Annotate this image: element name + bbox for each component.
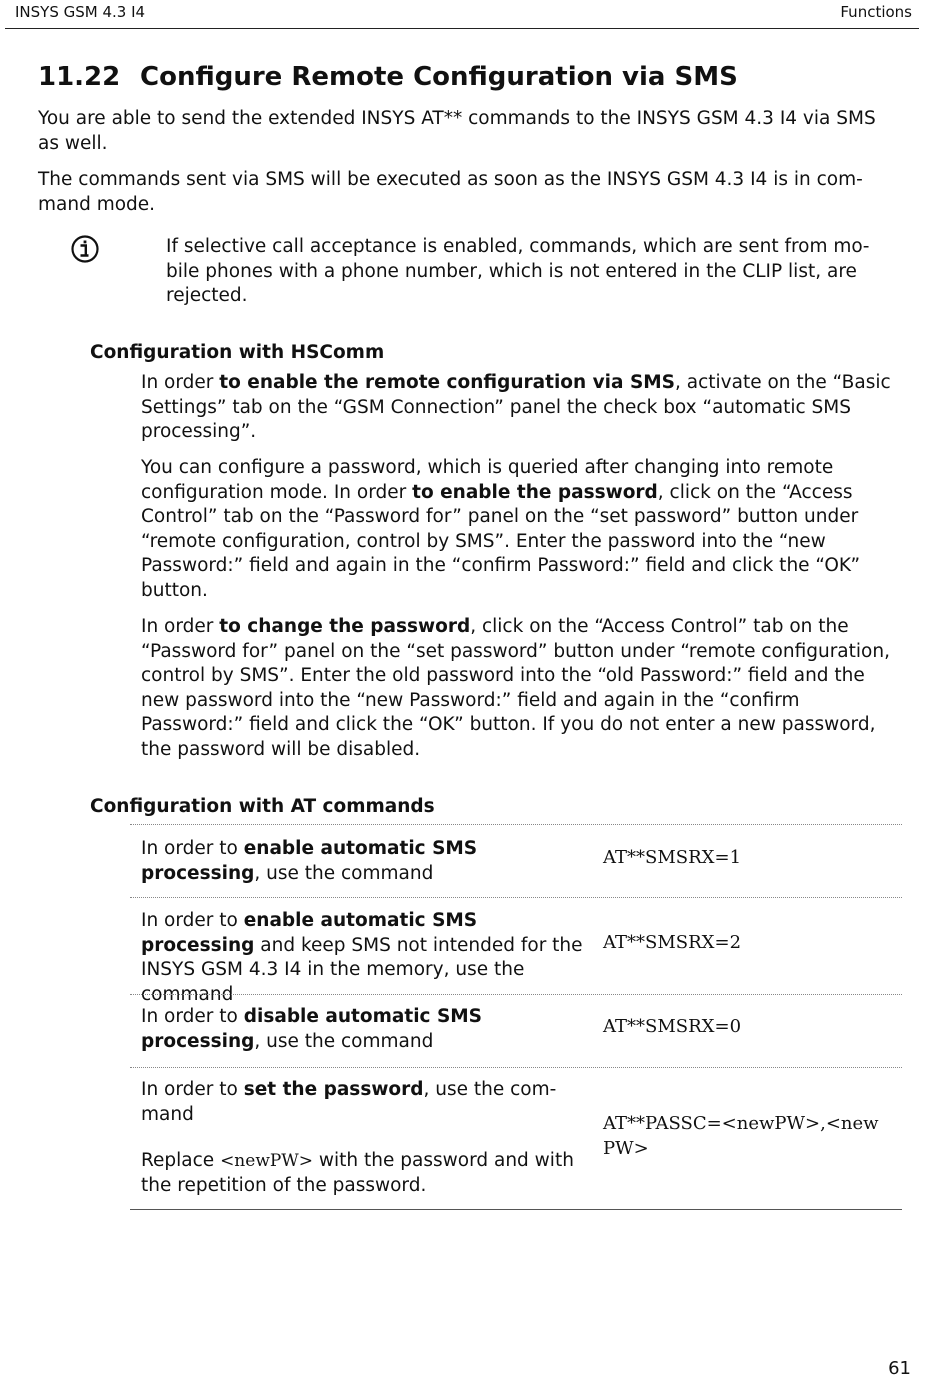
hscomm-p2-bold: to enable the password bbox=[412, 481, 658, 503]
row-description bbox=[141, 1078, 589, 1127]
page-number: 61 bbox=[888, 1358, 911, 1379]
intro-paragraph-2: The commands sent via SMS will be executed as soon as the INSYS GSM 4.3 I4 is in command mode. bbox=[38, 169, 863, 215]
section-title: Configure Remote Configuration via SMS bbox=[140, 62, 738, 92]
hscomm-p3-post: , click on the “Access Control” tab on the “Password for” panel on the “set password” button under “remote configuration, control by SMS”. Enter the old password into the “old Password:” field and the new password into the “new Password:” field and again in the “confirm Password:” field and click the “OK” button. If you do not enter a new password, the password will be disabled. bbox=[141, 616, 890, 760]
hscomm-p1-bold: to enable the remote configuration via SMS bbox=[219, 372, 676, 393]
table-rule bbox=[130, 1067, 902, 1068]
hscomm-p3-pre: In order bbox=[141, 616, 220, 637]
row-description bbox=[141, 909, 589, 1007]
hscomm-p3-bold: to change the password bbox=[219, 616, 471, 637]
row-command: AT**PASSC=<newPW>,<new PW> bbox=[603, 1113, 879, 1159]
header-rule bbox=[5, 28, 919, 29]
section-heading bbox=[38, 62, 738, 92]
row-extra-post: with the password and with the repetition of the password. bbox=[141, 1150, 574, 1196]
row-extra-pre: Replace bbox=[141, 1150, 221, 1171]
table-rule bbox=[130, 994, 902, 995]
row-pre: In order to bbox=[141, 838, 244, 859]
row-extra-description bbox=[141, 1149, 589, 1198]
hscomm-p1-post: , activate on the “Basic Settings” tab on the “GSM Connection” panel the check box “automatic SMS processing”. bbox=[141, 372, 891, 442]
row-post: and keep SMS not intended for the INSYS GSM 4.3 I4 in the memory, use the command bbox=[141, 934, 583, 1005]
hscomm-p2-pre: You can configure a password, which is queried after changing into remote configuration mode. In order bbox=[141, 457, 834, 503]
inline-code: <newPW> bbox=[220, 1151, 314, 1171]
row-post: , use the command bbox=[141, 1079, 557, 1125]
row-post: , use the command bbox=[254, 1030, 434, 1052]
row-command: AT**SMSRX=1 bbox=[603, 847, 742, 868]
row-command: AT**SMSRX=2 bbox=[603, 932, 742, 953]
section-number: 11.22 bbox=[38, 62, 121, 92]
row-description bbox=[141, 837, 589, 886]
header-chapter: Functions bbox=[840, 3, 912, 21]
info-icon bbox=[70, 234, 100, 264]
hscomm-p1-pre: In order bbox=[141, 372, 220, 393]
row-bold: enable automatic SMS processing bbox=[141, 838, 478, 884]
hscomm-heading: Configuration with HSComm bbox=[90, 342, 385, 363]
row-bold: set the password bbox=[243, 1079, 424, 1100]
hscomm-paragraph-2 bbox=[141, 456, 893, 603]
hscomm-p2-post: , click on the “Access Control” tab on the “Password for” panel on the “set password” button under “remote configuration, control by SMS”. Enter the password into the “new Password:” field and again in the “confirm Password:” field and click the “OK” button. bbox=[141, 481, 861, 601]
hscomm-paragraph-1 bbox=[141, 371, 893, 445]
row-command: AT**SMSRX=0 bbox=[603, 1016, 742, 1037]
table-bottom-rule bbox=[130, 1209, 902, 1210]
row-description bbox=[141, 1005, 589, 1054]
at-commands-heading: Configuration with AT commands bbox=[90, 796, 435, 817]
note-text: If selective call acceptance is enabled, commands, which are sent from mobile phones with a phone number, which is not entered in the CLIP list, are rejected. bbox=[166, 236, 870, 306]
header-doc-title: INSYS GSM 4.3 I4 bbox=[15, 3, 146, 21]
table-rule bbox=[130, 824, 902, 825]
row-post: , use the command bbox=[254, 862, 434, 884]
row-pre: In order to bbox=[141, 1006, 244, 1027]
row-pre: In order to bbox=[141, 1079, 244, 1100]
hscomm-paragraph-3 bbox=[141, 615, 893, 762]
row-bold: disable automatic SMS processing bbox=[141, 1006, 483, 1052]
row-bold: enable automatic SMS processing bbox=[141, 910, 478, 956]
row-pre: In order to bbox=[141, 910, 244, 931]
intro-paragraph-1: You are able to send the extended INSYS AT** commands to the INSYS GSM 4.3 I4 via SMS as well. bbox=[38, 108, 876, 154]
table-rule bbox=[130, 897, 902, 898]
